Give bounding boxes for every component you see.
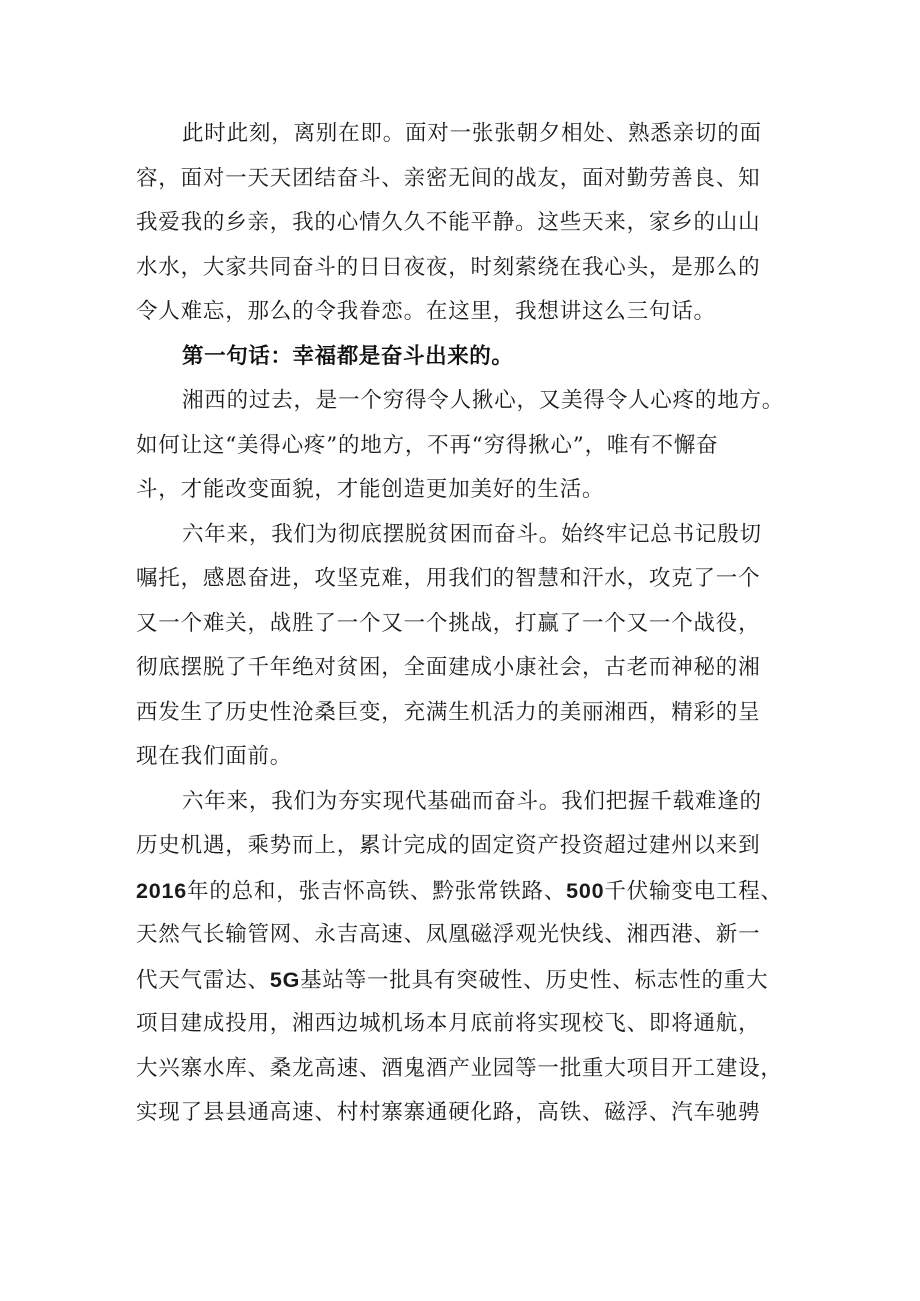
document-body [136,112,796,1136]
text-line: 又一个难关，战胜了一个又一个挑战，打赢了一个又一个战役， [136,610,761,636]
text-line: 此时此刻，离别在即。面对一张张朝夕相处、熟悉亲切的面 [182,121,762,146]
section-heading [136,335,796,380]
number-500: 500 [566,878,605,903]
text-line: 六年来，我们为彻底摆脱贫困而奋斗。始终牢记总书记殷切 [182,521,762,547]
text-line: 如何让这“美得心疼”的地方，不再“穷得揪心”，唯有不懈奋 [136,432,719,458]
text-line [136,958,796,1003]
text-line: 令人难忘，那么的令我眷恋。在这里，我想讲这么三句话。 [136,299,716,324]
text-line: 西发生了历史性沧桑巨变，充满生机活力的美丽湘西，精彩的呈 [136,699,761,725]
text-line: 六年来，我们为夯实现代基础而奋斗。我们把握千载难逢的 [182,788,762,814]
paragraph-xiangxi-past [136,379,796,513]
text-line: 现在我们面前。 [136,744,293,769]
text-segment: 千伏输变电工程、 [604,878,783,904]
text-line: 我爱我的乡亲，我的心情久久不能平静。这些天来，家乡的山山 [136,210,761,235]
text-line: 项目建成投用，湘西边城机场本月底前将实现校飞、即将通航， [136,1011,761,1036]
text-line: 彻底摆脱了千年绝对贫困，全面建成小康社会，古老而神秘的湘 [136,655,761,680]
text-line: 湘西的过去，是一个穷得令人揪心，又美得令人心疼的地方。 [182,388,785,413]
paragraph-poverty [136,513,796,780]
text-line: 水水，大家共同奋斗的日日夜夜，时刻萦绕在我心头，是那么的 [136,254,761,280]
text-segment: 代天气雷达、 [136,967,270,993]
text-line: 天然气长输管网、永吉高速、凤凰磁浮观光快线、湘西港、新一 [136,922,761,947]
text-line: 实现了县县通高速、村村寨寨通硬化路，高铁、磁浮、汽车驰骋 [136,1100,761,1125]
text-line: 历史机遇，乘势而上，累计完成的固定资产投资超过建州以来到 [136,833,761,858]
text-line: 容，面对一天天团结奋斗、亲密无间的战友，面对勤劳善良、知 [136,165,761,191]
text-line: 斗，才能改变面貌，才能创造更加美好的生活。 [136,477,605,502]
text-line: 嘱托，感恩奋进，攻坚克难，用我们的智慧和汗水，攻克了一个 [136,566,761,591]
text-line: 大兴寨水库、桑龙高速、酒鬼酒产业园等一批重大项目开工建设， [136,1055,783,1081]
text-segment: 年的总和，张吉怀高铁、黔张常铁路、 [187,878,567,904]
number-2016: 2016 [136,878,188,903]
text-line [136,869,796,914]
text-segment: 基站等一批具有突破性、历史性、标志性的重大 [300,967,769,993]
heading-text: 第一句话：幸福都是奋斗出来的。 [182,343,514,369]
number-5g: 5G [269,967,301,992]
paragraph-infrastructure [136,780,796,1136]
paragraph-intro [136,112,796,335]
